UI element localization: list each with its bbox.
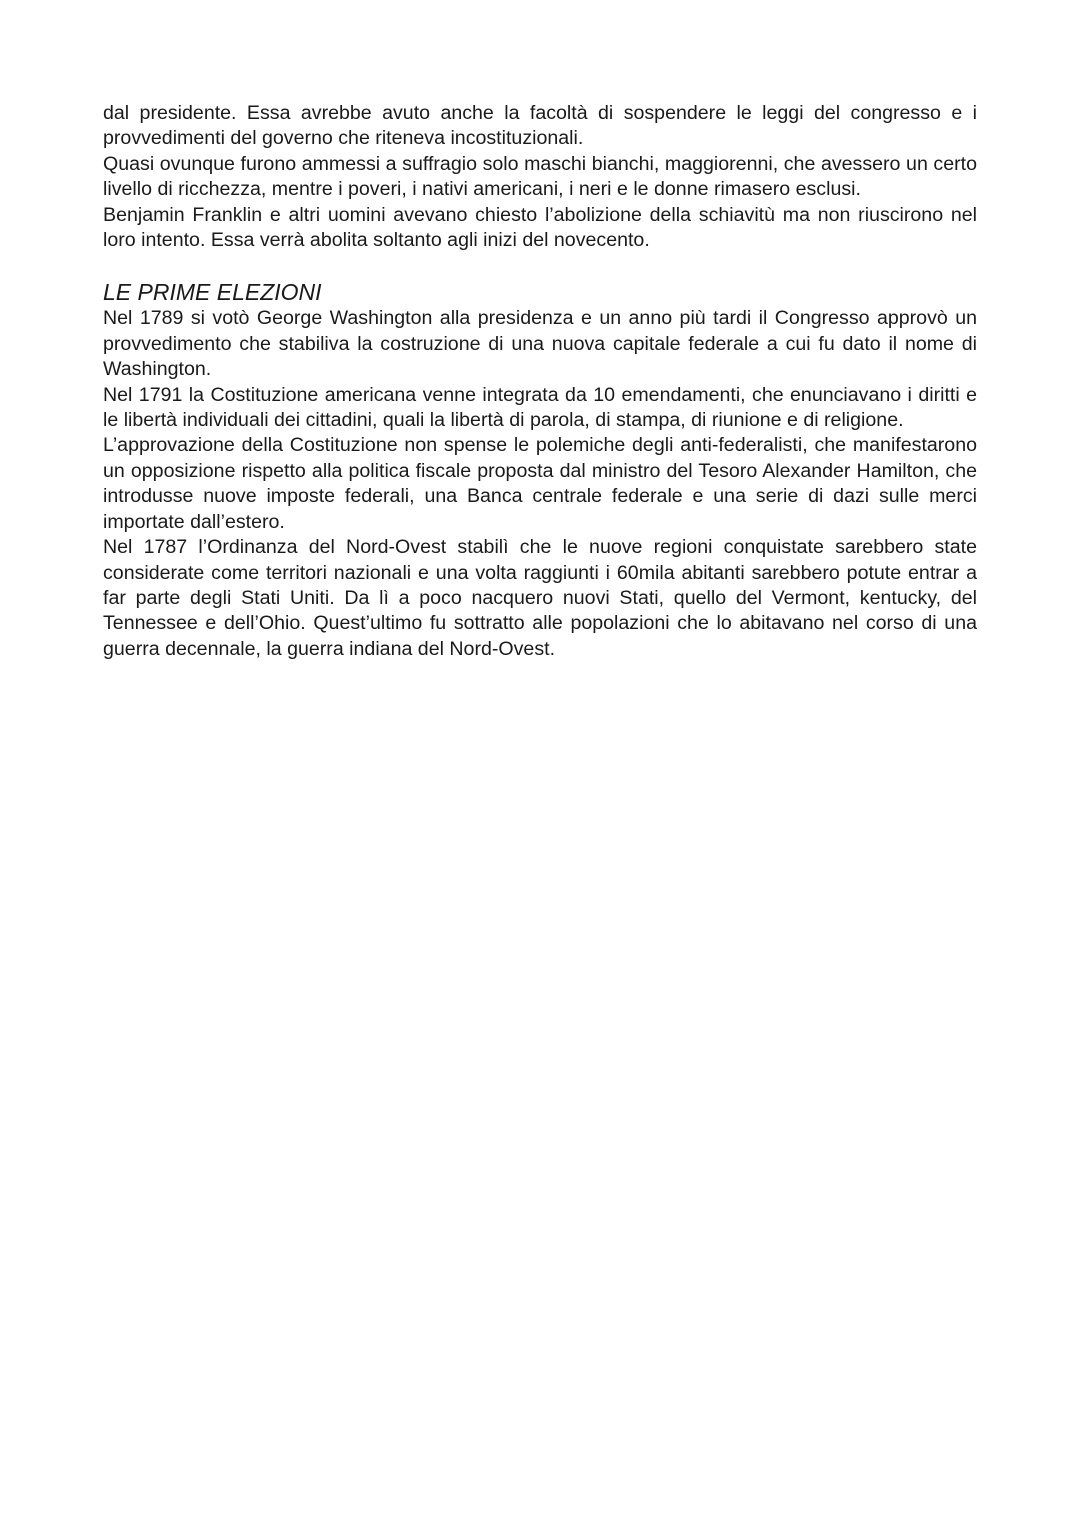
section-spacer bbox=[103, 253, 977, 278]
body-paragraph: Quasi ovunque furono ammessi a suffragio solo maschi bianchi, maggiorenni, che avessero un certo livello di ricchezza, mentre i poveri, i nativi americani, i neri e le donne rimasero esclusi. bbox=[103, 152, 977, 201]
body-paragraph: Benjamin Franklin e altri uomini avevano chiesto l’abolizione della schiavitù ma non riuscirono nel loro intento. Essa verrà abolita soltanto agli inizi del novecento. bbox=[103, 203, 977, 252]
body-paragraph: Nel 1787 l’Ordinanza del Nord-Ovest stabilì che le nuove regioni conquistate sarebbero state considerate come territori nazionali e una volta raggiunti i 60mila abitanti sarebbero potute entrar a far parte degli Stati Uniti. Da lì a poco nacquero nuovi Stati, quello del Vermont, kentucky, del Tennessee e dell’Ohio. Quest’ultimo fu sottratto alle popolazioni che lo abitavano nel corso di una guerra decennale, la guerra indiana del Nord-Ovest. bbox=[103, 536, 977, 660]
body-paragraph: dal presidente. Essa avrebbe avuto anche la facoltà di sospendere le leggi del congresso e i provvedimenti del governo che riteneva incostituzionali. bbox=[103, 102, 977, 150]
section-heading: LE PRIME ELEZIONI bbox=[103, 279, 322, 306]
document-page bbox=[103, 101, 977, 662]
body-paragraph: L’approvazione della Costituzione non spense le polemiche degli anti-federalisti, che manifestarono un opposizione rispetto alla politica fiscale proposta dal ministro del Tesoro Alexander Hamilton, che introdusse nuove imposte federali, una Banca centrale federale e una serie di dazi sulle merci importate dall’estero. bbox=[103, 434, 977, 533]
body-paragraph: Nel 1791 la Costituzione americana venne integrata da 10 emendamenti, che enunciavano i diritti e le libertà individuali dei cittadini, quali la libertà di parola, di stampa, di riunione e di religione. bbox=[103, 383, 977, 432]
body-paragraph: Nel 1789 si votò George Washington alla presidenza e un anno più tardi il Congresso approvò un provvedimento che stabiliva la costruzione di una nuova capitale federale a cui fu dato il nome di Washington. bbox=[103, 307, 977, 381]
